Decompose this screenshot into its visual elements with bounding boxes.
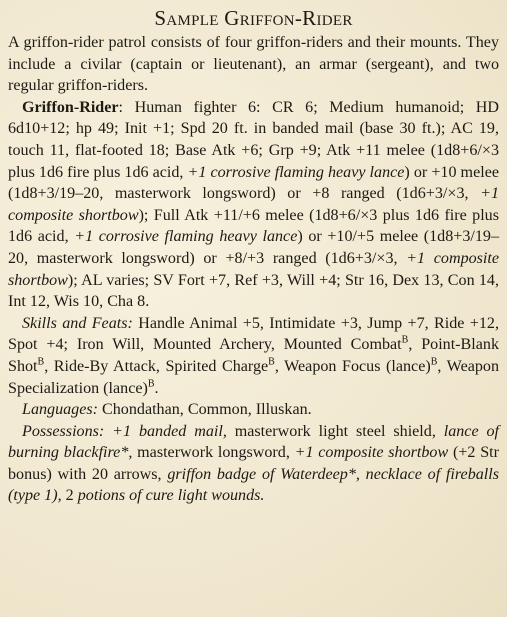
- skills-text-6: .: [154, 379, 159, 397]
- languages-paragraph: [8, 399, 499, 421]
- bonus-feat-marker: B: [401, 334, 409, 346]
- section-title: Sample Griffon-Rider: [154, 6, 353, 30]
- possessions-label: Possessions:: [22, 422, 105, 440]
- item-banded-mail: +1 banded mail,: [112, 422, 227, 440]
- skills-text-2: , Point-Blank Shot: [8, 336, 499, 375]
- bonus-feat-marker: B: [37, 356, 45, 368]
- skills-text-1: Handle Animal +5, Intimidate +3, Jump +7, Ride +12, Spot +4; Iron Will, Mounted Archery, Mounted Combat: [8, 314, 499, 354]
- stat-text-4: ) or +10/+5 melee (1d8+3/19–20, masterwork longsword) or +8/+3 ranged (1d6+3/×3,: [8, 228, 500, 267]
- possessions-text-1: masterwork light steel shield,: [226, 422, 444, 440]
- stat-text-2: ) or +10 melee (1d8+3/19–20, masterwork longsword) or +8 ranged (1d6+3/×3,: [8, 163, 499, 203]
- skills-paragraph: [8, 313, 499, 399]
- stat-paragraph: [8, 97, 499, 313]
- item-potions: potions of cure light wounds.: [77, 487, 265, 505]
- weapon-lance: +1 corrosive flaming heavy lance: [187, 163, 405, 181]
- bonus-feat-marker: B: [147, 378, 155, 390]
- intro-text: A griffon-rider patrol consists of four griffon-riders and their mounts. They include a civilar (captain or lieutenant), an armar (sergeant), and two regular griffon-riders.: [8, 34, 499, 95]
- stat-text-3: ); Full Atk +11/+6 melee (1d8+6/×3 plus 1d6 fire plus 1d6 acid,: [8, 206, 499, 246]
- item-shortbow: +1 composite shortbow: [294, 444, 449, 462]
- possessions-paragraph: [8, 421, 499, 507]
- bonus-feat-marker: B: [268, 356, 275, 368]
- bonus-feat-marker: B: [430, 356, 438, 368]
- creature-name: Griffon-Rider: [22, 98, 119, 116]
- stat-text-1: : Human fighter 6: CR 6; Medium humanoid; HD 6d10+12; hp 49; Init +1; Spd 20 ft. in banded mail (base 30 ft.); AC 19, touch 11, flat-footed 18; Base Atk +6; Grp +9; Atk +11 melee (1d8+6/×3 plus 1d6 fire plus 1d6 acid,: [8, 98, 499, 181]
- weapon-shortbow-full: +1 composite shortbow: [8, 249, 500, 289]
- possessions-text-2: masterwork longsword,: [132, 444, 295, 462]
- intro-paragraph: [8, 32, 499, 97]
- item-lance: lance of burning blackfire*,: [8, 422, 499, 462]
- possessions-text-3: (+2 Str bonus) with 20 arrows,: [8, 444, 499, 483]
- weapon-shortbow: +1 composite shortbow: [8, 185, 499, 224]
- weapon-lance-full: +1 corrosive flaming heavy lance: [74, 228, 298, 246]
- languages-label: Languages:: [22, 401, 98, 419]
- skills-text-3: , Ride-By Attack, Spirited Charge: [44, 357, 269, 375]
- languages-text: Chondathan, Common, Illuskan.: [98, 401, 312, 419]
- skills-text-4: , Weapon Focus (lance): [274, 357, 431, 375]
- possessions-text-4: 2: [61, 487, 78, 505]
- skills-label: Skills and Feats:: [22, 314, 133, 332]
- item-badge-necklace: griffon badge of Waterdeep*, necklace of fireballs (type 1),: [8, 465, 499, 505]
- skills-text-5: , Weapon Specialization (lance): [8, 357, 499, 397]
- stat-text-5: ); AL varies; SV Fort +7, Ref +3, Will +4; Str 16, Dex 13, Con 14, Int 12, Wis 10, Cha 8.: [8, 271, 499, 311]
